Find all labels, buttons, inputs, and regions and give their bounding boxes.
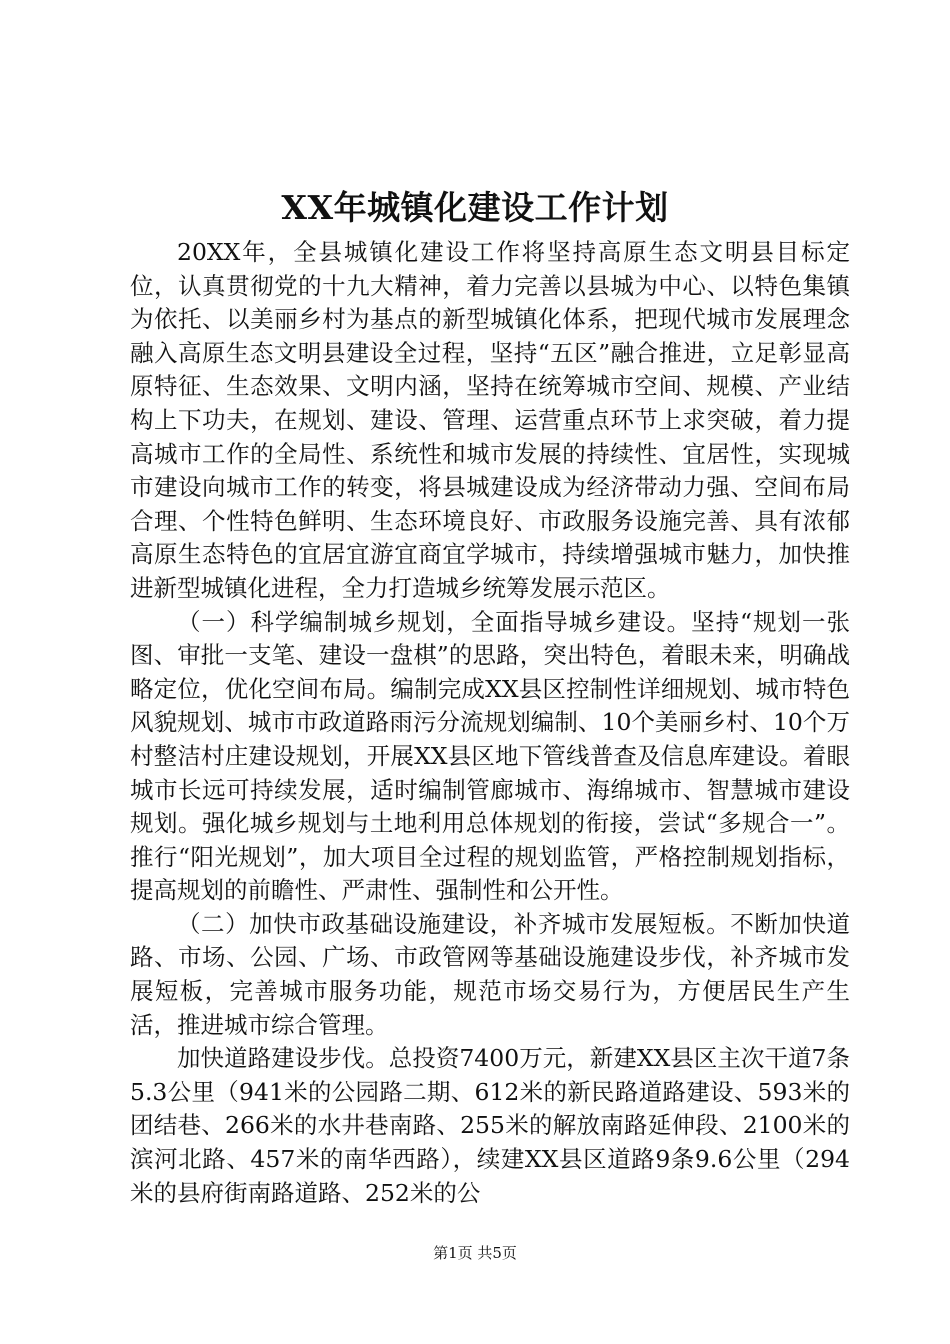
- paragraph-intro: 20XX年，全县城镇化建设工作将坚持高原生态文明县目标定位，认真贯彻党的十九大精神，着力完善以县城为中心、以特色集镇为依托、以美丽乡村为基点的新型城镇化体系，把现代城市发展理念融入高原生态文明县建设全过程，坚持“五区”融合推进，立足彰显高原特征、生态效果、文明内涵，坚持在统筹城市空间、规模、产业结构上下功夫，在规划、建设、管理、运营重点环节上求突破，着力提高城市工作的全局性、系统性和城市发展的持续性、宜居性，实现城市建设向城市工作的转变，将县城建设成为经济带动力强、空间布局合理、个性特色鲜明、生态环境良好、市政服务设施完善、具有浓郁高原生态特色的宜居宜游宜商宜学城市，持续增强城市魅力，加快推进新型城镇化进程，全力打造城乡统筹发展示范区。: [130, 238, 850, 602]
- paragraph-road-construction: 加快道路建设步伐。总投资7400万元，新建XX县区主次干道7条5.3公里（941米的公园路二期、612米的新民路道路建设、593米的团结巷、266米的水井巷南路、255米的解放南路延伸段、2100米的滨河北路、457米的南华西路），续建XX县区道路9条9.6公里（294米的县府街南路道路、252米的公: [130, 1044, 850, 1207]
- paragraph-section-1: （一）科学编制城乡规划，全面指导城乡建设。坚持“规划一张图、审批一支笔、建设一盘棋”的思路，突出特色，着眼未来，明确战略定位，优化空间布局。编制完成XX县区控制性详细规划、城市特色风貌规划、城市市政道路雨污分流规划编制、10个美丽乡村、10个万村整洁村庄建设规划，开展XX县区地下管线普查及信息库建设。着眼城市长远可持续发展，适时编制管廊城市、海绵城市、智慧城市建设规划。强化城乡规划与土地利用总体规划的衔接，尝试“多规合一”。推行“阳光规划”，加大项目全过程的规划监管，严格控制规划指标，提高规划的前瞻性、严肃性、强制性和公开性。: [130, 607, 850, 905]
- document-title: XX年城镇化建设工作计划: [281, 188, 669, 227]
- paragraph-section-2: （二）加快市政基础设施建设，补齐城市发展短板。不断加快道路、市场、公园、广场、市政管网等基础设施建设步伐，补齐城市发展短板，完善城市服务功能，规范市场交易行为，方便居民生产生活，推进城市综合管理。: [130, 909, 850, 1039]
- page-number-footer: 第1页 共5页: [433, 1244, 517, 1262]
- document-body: [130, 236, 850, 1210]
